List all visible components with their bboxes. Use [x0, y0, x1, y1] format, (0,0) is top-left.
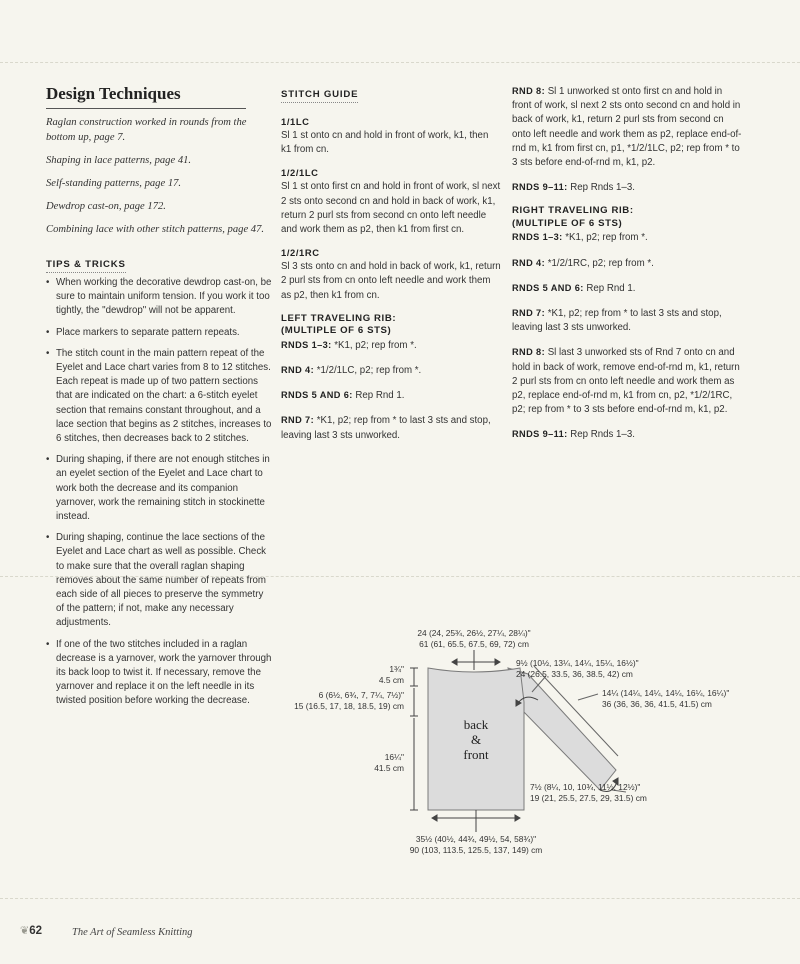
neck-width-measure — [384, 628, 564, 650]
stitch-label: 1/1LC — [281, 116, 310, 127]
arrowhead — [495, 659, 500, 665]
title-line: (MULTIPLE OF 6 STS) — [281, 325, 392, 337]
design-item: Self-standing patterns, page 17. — [46, 178, 182, 189]
measure-cm: 15 (16.5, 17, 18, 18.5, 19) cm — [294, 701, 404, 711]
leaf-ornament-icon: ❦ — [20, 925, 30, 937]
measure-inches: 9½ (10½, 13¼, 14¼, 15¼, 16½)" — [516, 658, 639, 668]
round-label: RNDS 1–3: — [512, 232, 563, 243]
upper-arm-measure — [516, 658, 639, 680]
round-text: Rep Rnds 1–3. — [567, 182, 635, 194]
measure-inches: 35½ (40½, 44¾, 49½, 54, 58¾)" — [415, 834, 537, 844]
round-text: *K1, p2; rep from *. — [331, 339, 417, 351]
round-label: RNDS 9–11: — [512, 429, 568, 440]
round-label: RND 8: — [512, 347, 546, 358]
title-line: LEFT TRAVELING RIB: — [281, 312, 397, 324]
bullet-icon: • — [46, 326, 50, 338]
round-label: RNDS 1–3: — [281, 339, 332, 350]
measure-inches: 16¼" — [384, 752, 404, 762]
neck-depth-measure — [340, 664, 404, 686]
round-label: RNDS 5 AND 6: — [281, 390, 353, 401]
bullet-icon: • — [46, 277, 50, 288]
design-item: Combining lace with other stitch patterns, page 47. — [46, 224, 265, 235]
round-text: Rep Rnd 1. — [352, 390, 405, 402]
bullet-icon: • — [46, 454, 50, 466]
design-techniques-title: Design Techniques — [46, 84, 246, 109]
round-text: Sl last 3 unworked sts of Rnd 7 onto cn and hold in back of work, remove end-of-rnd m, k1, return 2 purl sts from cn onto left needle and work them as p2, replace end-of-rnd m, k1 from cn, p2, *1/2/1RC, p2; rep from * to 3 sts before end-of-rnd m, k1, p2. — [512, 347, 740, 416]
measure-inches: 6 (6½, 6¾, 7, 7¼, 7½)" — [318, 690, 404, 700]
tip-text: Place markers to separate pattern repeats. — [56, 326, 240, 338]
round-text: *K1, p2; rep from *. — [562, 232, 648, 244]
round-text: *1/2/1LC, p2; rep from *. — [314, 365, 422, 377]
arrowhead — [432, 815, 437, 821]
measure-cm: 61 (61, 65.5, 67.5, 69, 72) cm — [419, 639, 529, 649]
tip-text: If one of the two stitches included in a raglan decrease is a yarnover, work the yarnover through its back loop to twist it. If necessary, remove the yarnover and replace it on the left needle in its twisted position before working the decrease. — [56, 638, 272, 707]
leader-line — [578, 694, 598, 700]
sleeve-length-measure — [602, 688, 729, 710]
measure-inches: 7½ (8¼, 10, 10¾, 11½, 12½)" — [530, 782, 641, 792]
round-text: Rep Rnds 1–3. — [567, 429, 635, 441]
round-text: Sl 1 unworked st onto first cn and hold in front of work, sl next 2 sts onto second cn and hold in back of work, k1, return 2 purl sts from second cn onto left needle and work them as p2, replace end-of-rnd m, k1 from first cn, p1, *1/2/1LC, p2; rep from * to 3 sts before end-of-rnd m, k1, p2. — [512, 86, 742, 169]
label-line: back — [463, 717, 489, 732]
bullet-icon: • — [46, 638, 50, 650]
stitch-label: 1/2/1LC — [281, 167, 319, 179]
measure-inches: 14¼ (14¼, 14¼, 14¼, 16¼, 16¼)" — [602, 688, 730, 698]
tip-text: During shaping, if there are not enough stitches in an eyelet section of the Eyelet and Lace chart to work both the decrease and its companion yarnover, work the remaining stitch in stockinette instead. — [56, 454, 270, 523]
stitch-text: Sl 1 st onto cn and hold in front of work, k1, then k1 from cn. — [281, 130, 489, 156]
round-label: RND 4: — [281, 365, 315, 376]
tip-text: The stitch count in the main pattern repeat of the Eyelet and Lace chart varies from 8 to 12 stitches. Each repeat is made up of two pattern sections that are indicated on the chart: a 6-stitch eyelet section that remains constant throughout, and a lace section that begins as 2 stitches, increases to 6 stitches, then decreases back to 2 stitches. — [56, 347, 272, 445]
round-text: *K1, p2; rep from * to last 3 sts and stop, leaving last 3 sts unworked. — [281, 415, 491, 441]
round-label: RND 7: — [512, 308, 546, 319]
bullet-icon: • — [46, 532, 50, 544]
measure-inches: 1¾" — [389, 664, 404, 674]
tip-text: During shaping, continue the lace sections of the Eyelet and Lace chart as well as possible. Check to make sure that the overall raglan shaping removes about the same number of repeats from each side of all pieces to preserve the symmetry of the pattern; if not, make any necessary adjustments. — [56, 532, 267, 629]
yoke-depth-measure — [270, 690, 404, 712]
round-label: RNDS 5 AND 6: — [512, 282, 584, 293]
label-line: front — [463, 747, 489, 762]
title-line: RIGHT TRAVELING RIB: — [512, 205, 634, 217]
round-label: RND 4: — [512, 257, 546, 268]
stitch-label: 1/2/1RC — [281, 247, 320, 259]
page-number — [20, 924, 42, 937]
stitch-text: Sl 1 st onto first cn and hold in front of work, sl next 2 sts onto second cn and hold in back of work, k1, return 2 purl sts from second cn onto left needle and work them as p2, then k1 from first cn. — [281, 181, 501, 236]
tips-tricks-title: TIPS & TRICKS — [46, 259, 126, 273]
design-item: Raglan construction worked in rounds from the bottom up, page 7. — [46, 117, 247, 143]
measure-cm: 36 (36, 36, 36, 41.5, 41.5) cm — [602, 699, 712, 709]
measure-cm: 4.5 cm — [378, 675, 404, 685]
tip-text: When working the decorative dewdrop cast-on, be sure to maintain uniform tension. If you work it too tightly, the "dewdrop" will not be apparent. — [56, 277, 272, 317]
round-text: Rep Rnd 1. — [583, 282, 636, 294]
back-front-label — [446, 717, 506, 762]
measure-cm: 90 (103, 113.5, 125.5, 137, 149) cm — [409, 845, 543, 855]
design-item: Shaping in lace patterns, page 41. — [46, 155, 192, 166]
round-label: RNDS 9–11: — [512, 182, 568, 193]
round-text: *K1, p2; rep from * to last 3 sts and stop, leaving last 3 sts unworked. — [512, 308, 722, 334]
design-item: Dewdrop cast-on, page 172. — [46, 201, 166, 212]
hip-width-measure — [376, 834, 576, 856]
round-label: RND 8: — [512, 86, 546, 96]
arrowhead — [452, 659, 457, 665]
measure-cm: 41.5 cm — [374, 763, 404, 773]
round-label: RND 7: — [281, 415, 315, 426]
round-text: *1/2/1RC, p2; rep from *. — [545, 257, 654, 269]
bullet-icon: • — [46, 347, 50, 359]
stitch-guide-title: STITCH GUIDE — [281, 89, 358, 103]
running-title: The Art of Seamless Knitting — [72, 927, 193, 938]
measure-inches: 24 (24, 25¾, 26½, 27¼, 28¼)" — [417, 628, 531, 638]
stitch-text: Sl 3 sts onto cn and hold in back of work, k1, return 2 purl sts from cn onto left needle and work them as p2, then k1 from cn. — [281, 261, 501, 301]
arrowhead — [515, 815, 520, 821]
body-length-measure — [340, 752, 404, 774]
measure-cm: 19 (21, 25.5, 27.5, 29, 31.5) cm — [530, 793, 647, 803]
label-line: & — [470, 732, 482, 747]
title-line: (MULTIPLE OF 6 STS) — [512, 217, 623, 229]
measure-cm: 24 (26.5, 33.5, 36, 38.5, 42) cm — [516, 669, 633, 679]
page-number-text: 62 — [29, 924, 43, 937]
cuff-measure — [530, 782, 647, 804]
